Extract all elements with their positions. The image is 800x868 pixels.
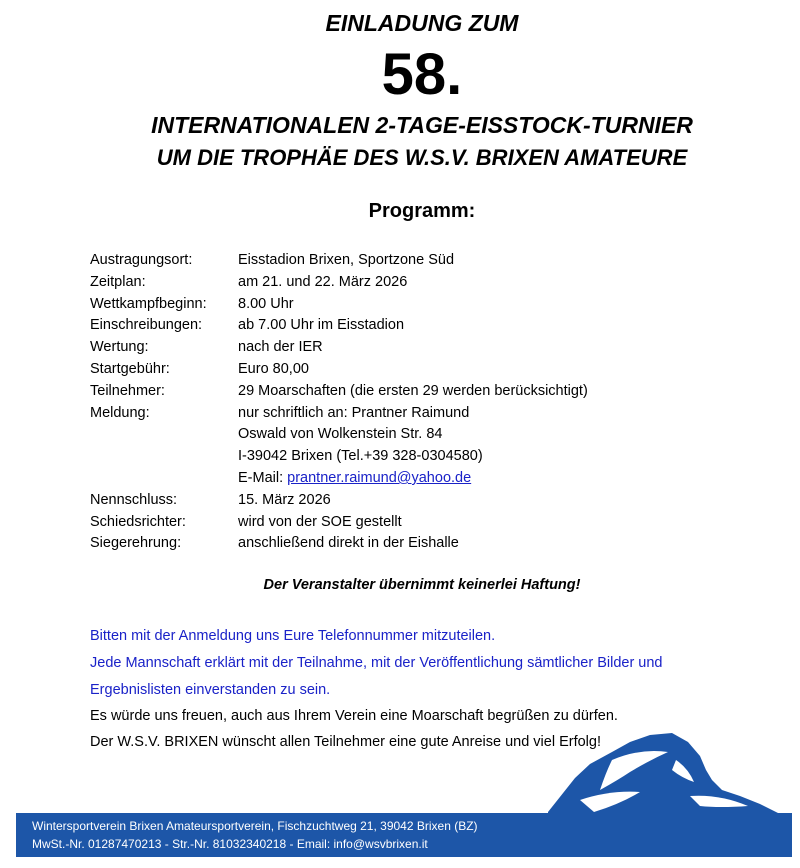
row-label: Nennschluss:: [90, 491, 178, 508]
note-consent-2: Ergebnislisten einverstanden zu sein.: [90, 682, 331, 698]
row-value: nur schriftlich an: Prantner Raimund: [238, 404, 470, 421]
row-value: 15. März 2026: [238, 491, 331, 508]
row-value: Euro 80,00: [238, 360, 309, 377]
row-value: anschließend direkt in der Eishalle: [238, 535, 459, 552]
row-label: Meldung:: [90, 404, 150, 421]
row-label: Austragungsort:: [90, 252, 193, 268]
heading-invitation: EINLADUNG ZUM: [325, 10, 519, 36]
heading-trophy: UM DIE TROPHÄE DES W.S.V. BRIXEN AMATEURE: [156, 145, 688, 170]
disclaimer: Der Veranstalter übernimmt keinerlei Haftung!: [263, 577, 581, 593]
row-value: 29 Moarschaften (die ersten 29 werden berücksichtigt): [238, 382, 588, 399]
footer-address: Wintersportverein Brixen Amateursportverein, Fischzuchtweg 21, 39042 Brixen (BZ): [32, 819, 478, 833]
row-label: Schiedsrichter:: [90, 513, 186, 530]
row-label: Wettkampfbeginn:: [90, 295, 207, 312]
note-wishes: Der W.S.V. BRIXEN wünscht allen Teilnehmer eine gute Anreise und viel Erfolg!: [90, 734, 601, 750]
row-value: Oswald von Wolkenstein Str. 84: [238, 426, 443, 443]
program-title: Programm:: [368, 200, 476, 222]
row-value: ab 7.00 Uhr im Eisstadion: [238, 317, 405, 334]
email-link[interactable]: prantner.raimund@yahoo.de: [287, 469, 472, 486]
row-label: Wertung:: [90, 339, 149, 356]
row-label: Zeitplan:: [90, 273, 146, 290]
email-prefix: E-Mail:: [238, 469, 284, 486]
row-value: nach der IER: [238, 339, 323, 356]
footer-bar: [16, 813, 792, 857]
edition-number: 58.: [381, 42, 463, 107]
row-label: Siegerehrung:: [90, 535, 182, 552]
heading-tournament: INTERNATIONALEN 2-TAGE-EISSTOCK-TURNIER: [151, 112, 693, 138]
row-value: 8.00 Uhr: [238, 295, 294, 312]
row-label: Startgebühr:: [90, 360, 170, 377]
row-label: Teilnehmer:: [90, 382, 165, 399]
note-phone: Bitten mit der Anmeldung uns Eure Telefonnummer mitzuteilen.: [90, 628, 496, 644]
note-consent-1: Jede Mannschaft erklärt mit der Teilnahme, mit der Veröffentlichung sämtlicher Bilder und: [90, 655, 663, 671]
row-value: I-39042 Brixen (Tel.+39 328-0304580): [238, 448, 483, 465]
note-welcome: Es würde uns freuen, auch aus Ihrem Verein eine Moarschaft begrüßen zu dürfen.: [90, 708, 618, 724]
row-value: wird von der SOE gestellt: [238, 513, 402, 530]
row-label: Einschreibungen:: [90, 317, 203, 334]
row-value: Eisstadion Brixen, Sportzone Süd: [238, 252, 455, 268]
row-value: am 21. und 22. März 2026: [238, 273, 408, 290]
footer-tax-contact: MwSt.-Nr. 01287470213 - Str.-Nr. 81032340218 - Email: info@wsvbrixen.it: [32, 837, 428, 851]
